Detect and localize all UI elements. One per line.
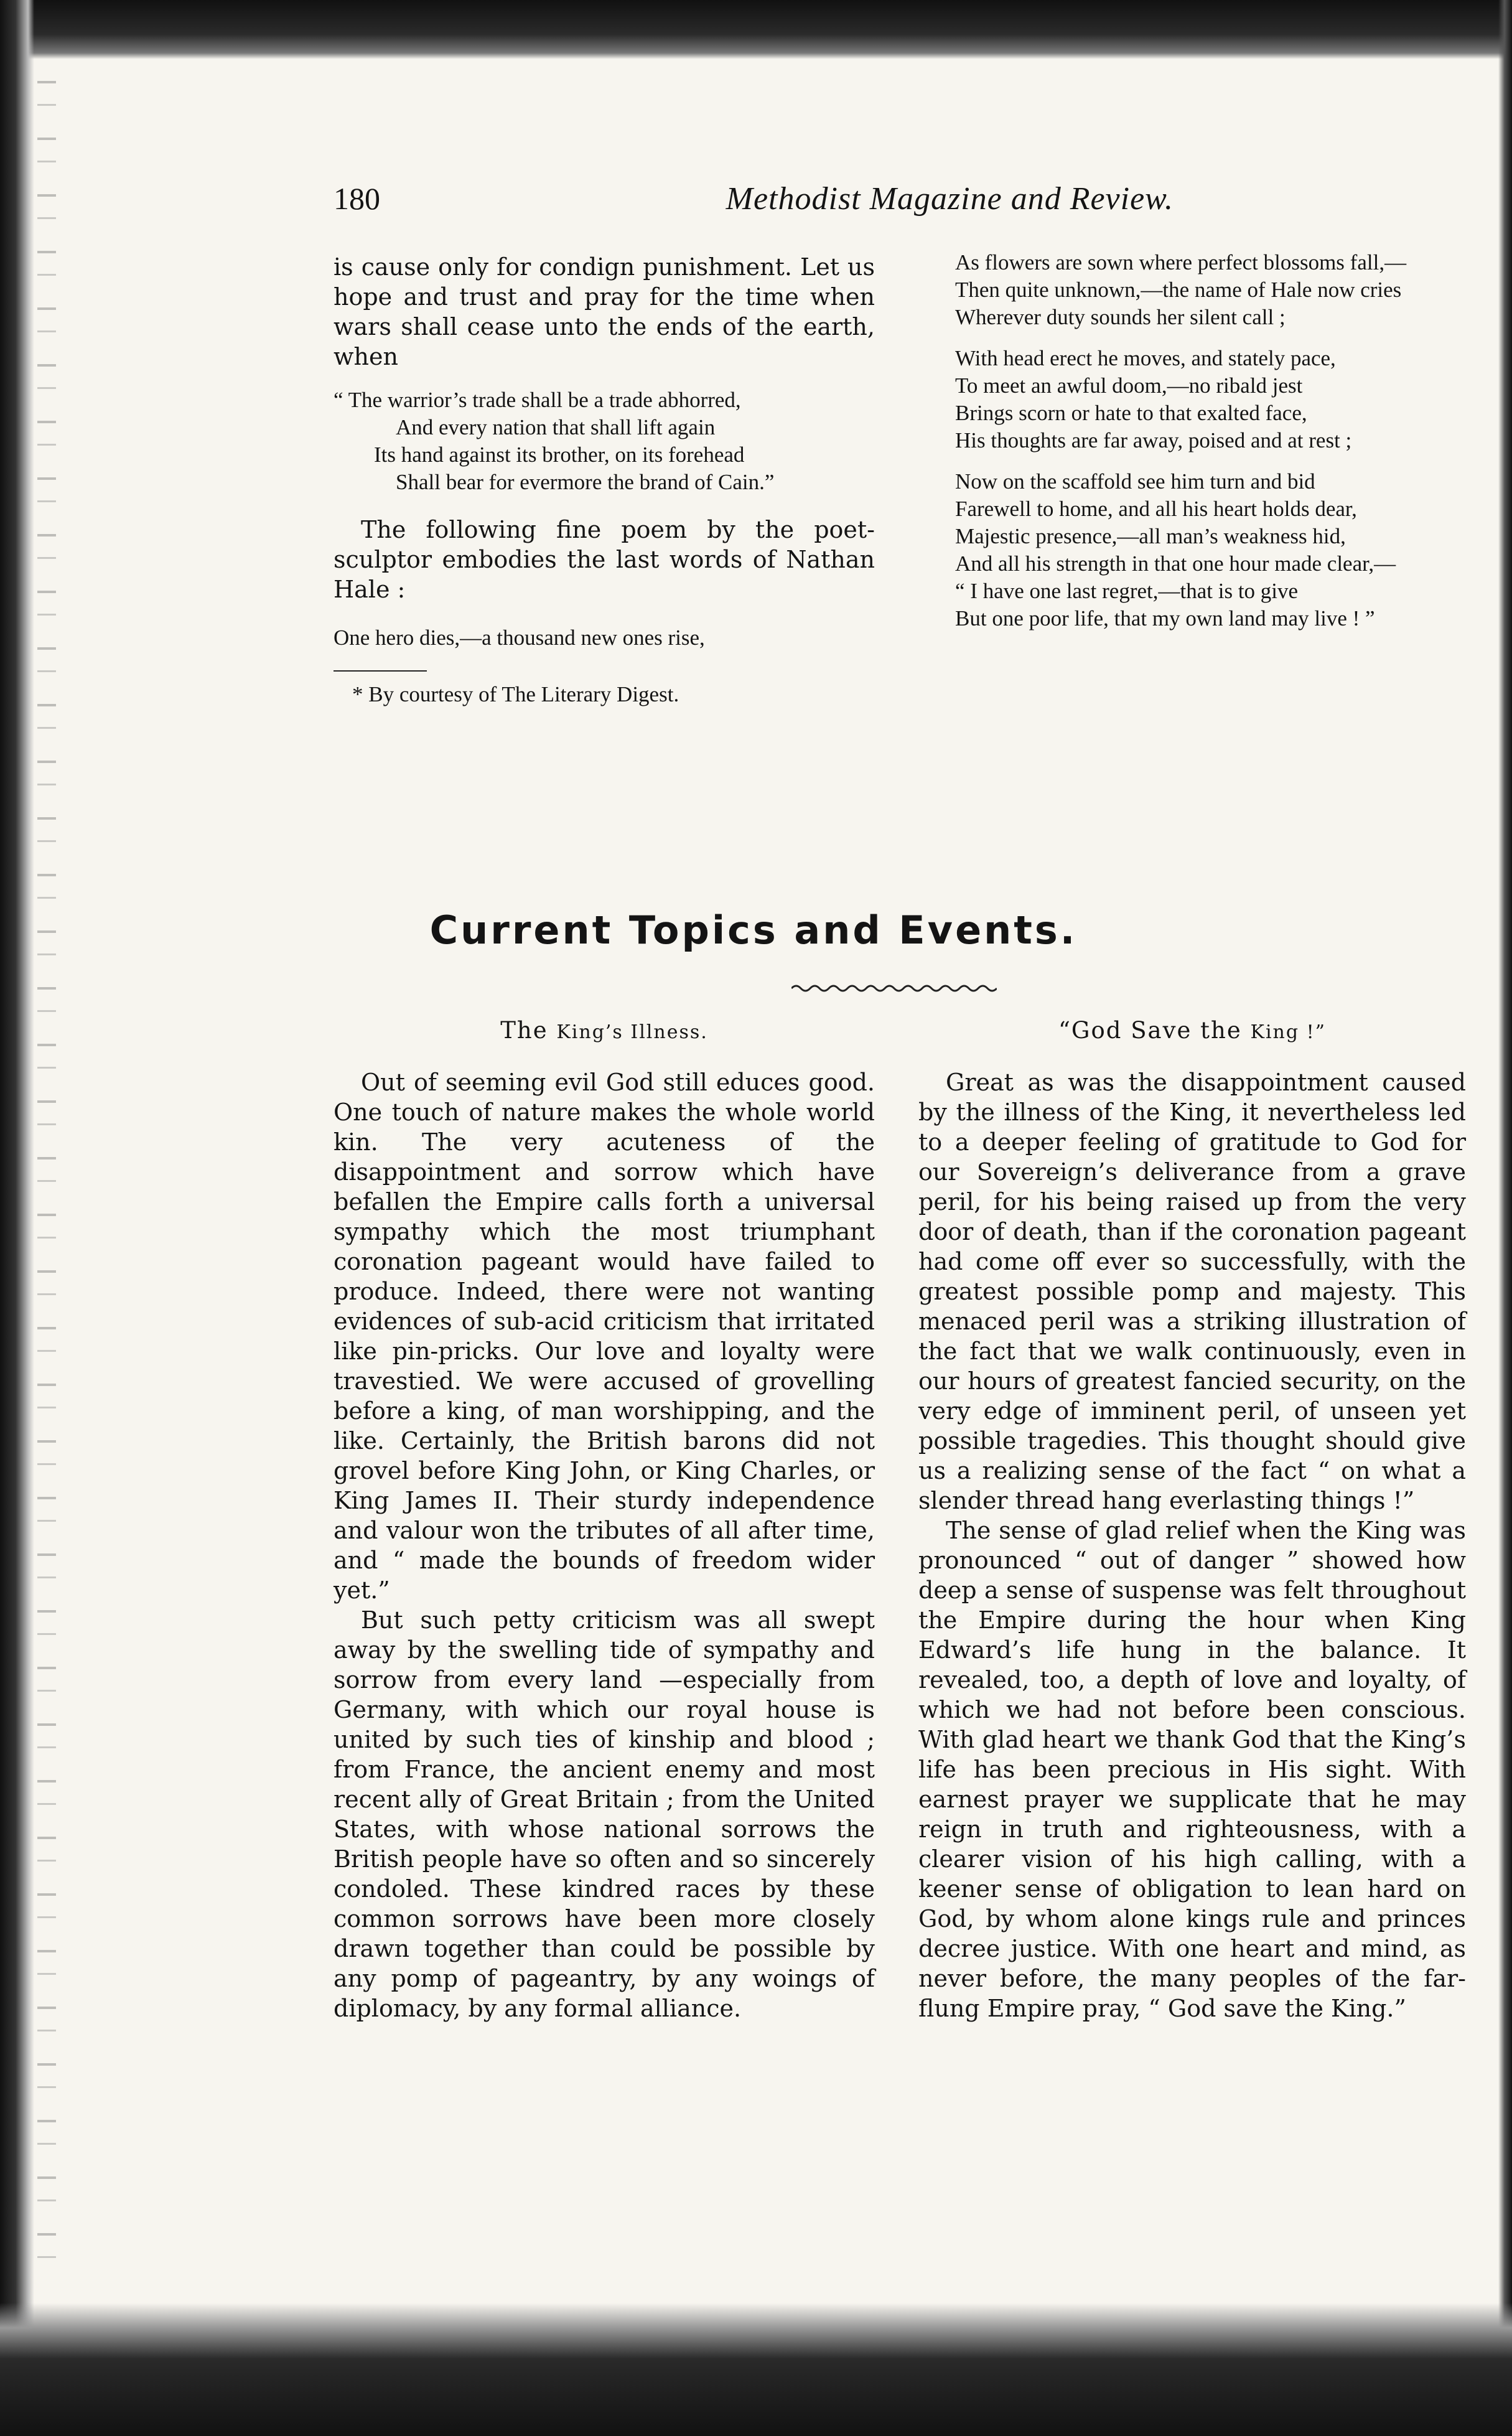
verse-line: One hero dies,—a thousand new ones rise,	[334, 625, 705, 650]
verse-line: But one poor life, that my own land may live ! ”	[955, 606, 1375, 630]
right-top-column	[915, 249, 1465, 646]
paragraph: But such petty criticism was all swept away by the swelling tide of sympathy and sorrow from every land —especially from Germany, with which our royal house is united by such ties of kinship and blood ; from France, the ancient enemy and most recent ally of Great Britain ; from the United States, with whose national sorrows the British people have so often and so sincerely condoled. These kindred races by these common sorrows have been more closely drawn together than could be possible by any pomp of pageantry, by any woings of diplomacy, by any formal alliance.	[334, 1606, 875, 2022]
footnote: * By courtesy of The Literary Digest.	[352, 682, 679, 706]
quoted-verse	[334, 386, 875, 496]
verse-line: “ I have one last regret,—that is to give	[955, 579, 1299, 603]
ornamental-rule	[791, 982, 997, 995]
article-kings-illness	[334, 1016, 875, 2023]
paragraph: The sense of glad relief when the King was pronounced “ out of danger ” showed how deep a sense of suspense was felt throughout the Empire during the hour when King Edward’s life hung in the balance. It revealed, too, a depth of love and loyalty, of which we had not before been conscious. With glad heart we thank God that the King’s life has been precious in His sight. With earnest prayer we supplicate that he may reign in truth and righteousness, with a clearer vision of his high calling, with a keener sense of obligation to lean hard on God, by whom alone kings rule and princes decree justice. With one heart and mind, as never before, the many peoples of the far-flung Empire pray, “ God save the King.”	[918, 1517, 1466, 2022]
left-top-column	[334, 252, 875, 710]
paragraph: Great as was the disappointment caused by the illness of the King, it nevertheless led to a deeper feeling of gratitude to God for our Sovereign’s deliverance from a grave peril, for his being raised up from the very door of death, than if the coronation pageant had come off ever so successfully, with the greatest possible pomp and majesty. This menaced peril was a striking illustration of the fact that we walk continuously, even in our hours of greatest fancied security, on the very edge of imminent peril, of unseen yet possible tragedies. This thought should give us a realizing sense of the fact “ on what a slender thread hang everlasting things !”	[918, 1069, 1466, 1514]
paragraph: The following fine poem by the poet-sculptor embodies the last words of Nathan Hale :	[334, 516, 875, 603]
article-heading	[918, 1016, 1466, 1047]
verse-line: And all his strength in that one hour made clear,—	[955, 551, 1396, 576]
scan-edge-right	[1498, 0, 1512, 2436]
page-header	[334, 180, 1174, 218]
verse-line: Shall bear for evermore the brand of Cain.”	[396, 470, 775, 494]
heading-part: “God Save the	[1058, 1017, 1242, 1044]
verse-line: As flowers are sown where perfect blossoms fall,—	[955, 250, 1407, 274]
verse-line: Its hand against its brother, on its forehead	[374, 443, 745, 467]
paragraph: Out of seeming evil God still educes good. One touch of nature makes the whole world kin. The very acuteness of the disappointment and sorrow which have befallen the Empire calls forth a universal sympathy which the most triumphant coronation pageant would have failed to produce. Indeed, there were not wanting evidences of sub-acid criticism that irritated like pin-pricks. Our love and loyalty were travestied. We were accused of grovelling before a king, of man worshipping, and the like. Certainly, the British barons did not grovel before King John, or King Charles, or King James II. Their sturdy independence and valour won the tributes of all after time, and “ made the bounds of freedom wider yet.”	[334, 1069, 875, 1604]
scan-edge-left	[0, 0, 34, 2436]
footnote-rule	[334, 670, 427, 672]
verse-line: His thoughts are far away, poised and at rest ;	[955, 428, 1352, 452]
article-god-save-the-king	[918, 1016, 1466, 2023]
verse-line: Brings scorn or hate to that exalted face,	[955, 401, 1307, 425]
verse-line: Wherever duty sounds her silent call ;	[955, 305, 1286, 329]
poem-stanza	[915, 468, 1465, 632]
paragraph: is cause only for condign punishment. Let us hope and trust and pray for the time when wars shall cease unto the ends of the earth, when	[334, 253, 875, 370]
poem-stanza	[915, 249, 1465, 331]
running-title: Methodist Magazine and Review.	[726, 181, 1174, 217]
verse-line: With head erect he moves, and stately pace,	[955, 346, 1336, 370]
scan-edge-top	[0, 0, 1512, 59]
heading-part: King !”	[1250, 1021, 1326, 1043]
verse-line: Then quite unknown,—the name of Hale now cries	[955, 278, 1402, 302]
heading-part: King’s Illness.	[556, 1021, 708, 1043]
verse-line: To meet an awful doom,—no ribald jest	[955, 373, 1303, 398]
verse-line: Majestic presence,—all man’s weakness hid,	[955, 524, 1346, 548]
verse-line: Farewell to home, and all his heart holds dear,	[955, 497, 1357, 521]
scan-edge-bottom	[0, 2303, 1512, 2436]
page-number: 180	[334, 181, 380, 216]
verse-line: “ The warrior’s trade shall be a trade abhorred,	[334, 388, 741, 412]
heading-part: The	[500, 1017, 548, 1044]
scan-noise	[37, 81, 56, 2259]
verse-line: And every nation that shall lift again	[396, 415, 716, 439]
article-heading	[334, 1016, 875, 1047]
section-heading: Current Topics and Events.	[429, 907, 1078, 953]
poem-stanza	[915, 345, 1465, 454]
verse-line: Now on the scaffold see him turn and bid	[955, 469, 1315, 494]
